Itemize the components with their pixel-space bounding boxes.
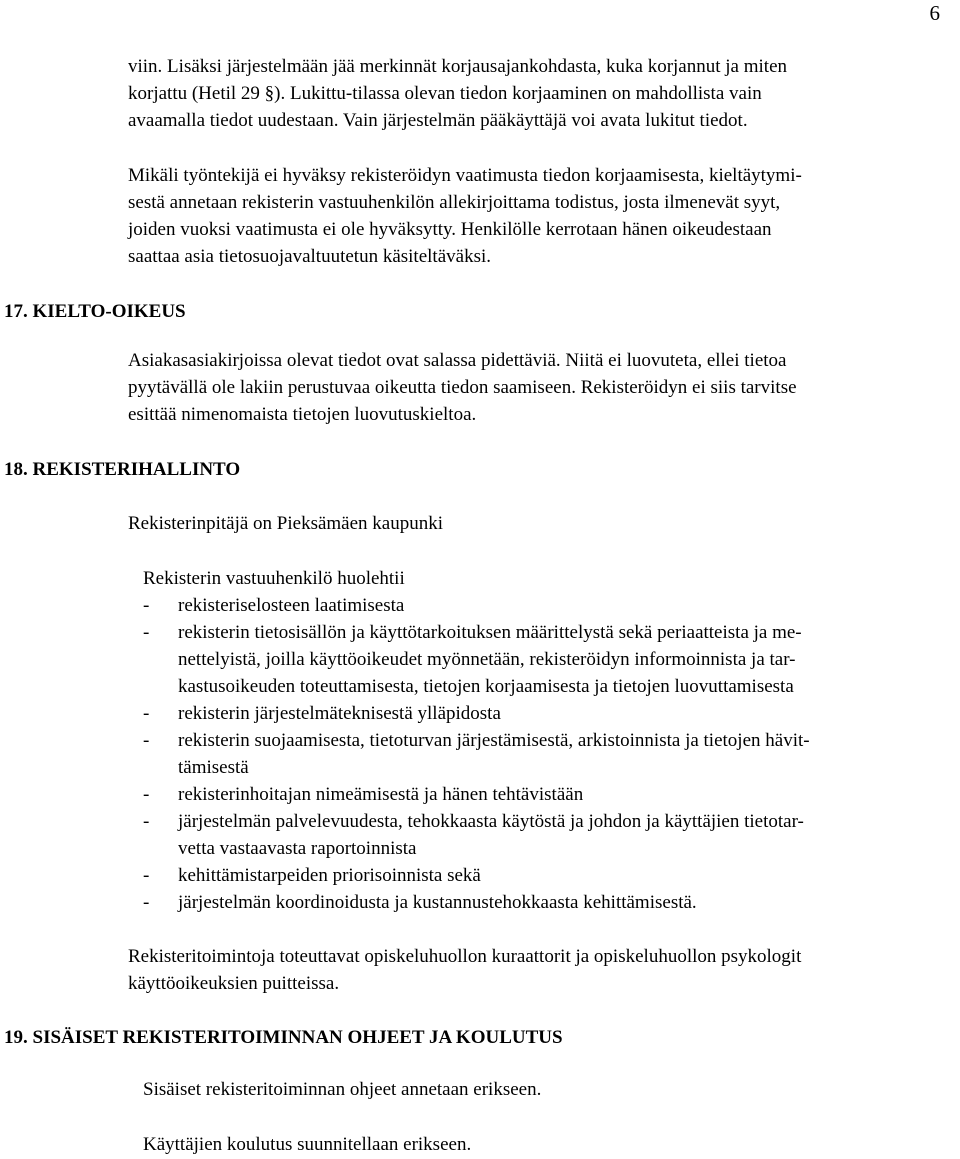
section-18-heading: 18. REKISTERIHALLINTO xyxy=(4,459,241,480)
text-line: Mikäli työntekijä ei hyväksy rekisteröidyn vaatimusta tiedon korjaamisesta, kieltäytymi- xyxy=(128,165,802,186)
text-line: käyttöoikeuksien puitteissa. xyxy=(128,973,340,994)
list-item-text: kastusoikeuden toteuttamisesta, tietojen korjaamisesta ja tietojen luovuttamisesta xyxy=(178,676,794,697)
text-line: Rekisteritoimintoja toteuttavat opiskeluhuollon kuraattorit ja opiskeluhuollon psykologit xyxy=(128,946,802,967)
list-item-text: rekisterin järjestelmäteknisestä ylläpidosta xyxy=(178,703,501,724)
training-line: Käyttäjien koulutus suunnitellaan erikseen. xyxy=(143,1134,472,1155)
list-item xyxy=(143,862,943,889)
section-19-heading: 19. SISÄISET REKISTERITOIMINNAN OHJEET JA KOULUTUS xyxy=(4,1027,563,1048)
page-number: 6 xyxy=(929,1,940,25)
list-item-text: rekisterin suojaamisesta, tietoturvan järjestämisestä, arkistoinnista ja tietojen hävit- xyxy=(178,730,810,751)
intro-paragraph xyxy=(128,53,928,134)
text-line: joiden vuoksi vaatimusta ei ole hyväksytty. Henkilölle kerrotaan hänen oikeudestaan xyxy=(128,219,772,240)
text-line: esittää nimenomaista tietojen luovutuskieltoa. xyxy=(128,404,477,425)
dash-marker: - xyxy=(143,784,150,805)
dash-marker: - xyxy=(143,811,150,832)
section-17-heading: 17. KIELTO-OIKEUS xyxy=(4,301,186,322)
list-item-text: vetta vastaavasta raportoinnista xyxy=(178,838,417,859)
text-line: korjattu (Hetil 29 §). Lukittu-tilassa olevan tiedon korjaaminen on mahdollista vain xyxy=(128,83,762,104)
dash-marker: - xyxy=(143,595,150,616)
list-item-text: nettelyistä, joilla käyttöoikeudet myönnetään, rekisteröidyn informoinnista ja tar- xyxy=(178,649,796,670)
list-item xyxy=(143,781,943,808)
dash-marker: - xyxy=(143,622,150,643)
list-item-text: järjestelmän koordinoidusta ja kustannustehokkaasta kehittämisestä. xyxy=(178,892,697,913)
controller-line: Rekisterinpitäjä on Pieksämäen kaupunki xyxy=(128,513,444,534)
list-item xyxy=(143,889,943,916)
text-line: saattaa asia tietosuojavaltuutetun käsiteltäväksi. xyxy=(128,246,491,267)
activity-paragraph xyxy=(128,943,928,997)
text-line: pyytävällä ole lakiin perustuvaa oikeutta tiedon saamiseen. Rekisteröidyn ei siis tarvitse xyxy=(128,377,797,398)
text-line: sestä annetaan rekisterin vastuuhenkilön allekirjoittama todistus, josta ilmenevät syyt, xyxy=(128,192,781,213)
list-item-text: rekisteriselosteen laatimisesta xyxy=(178,595,405,616)
list-item-text: rekisterin tietosisällön ja käyttötarkoituksen määrittelystä sekä periaatteista ja me- xyxy=(178,622,802,643)
text-line: viin. Lisäksi järjestelmään jää merkinnät korjausajankohdasta, kuka korjannut ja miten xyxy=(128,56,787,77)
responsibility-list xyxy=(143,592,943,916)
list-item-text: tämisestä xyxy=(178,757,249,778)
section-17-paragraph xyxy=(128,347,928,428)
responsible-intro: Rekisterin vastuuhenkilö huolehtii xyxy=(143,568,405,589)
text-line: avaamalla tiedot uudestaan. Vain järjestelmän pääkäyttäjä voi avata lukitut tiedot. xyxy=(128,110,748,131)
list-item xyxy=(143,727,943,781)
list-item-text: järjestelmän palvelevuudesta, tehokkaasta käytöstä ja johdon ja käyttäjien tietotar- xyxy=(178,811,804,832)
refusal-paragraph xyxy=(128,162,928,270)
list-item xyxy=(143,808,943,862)
dash-marker: - xyxy=(143,730,150,751)
instructions-line: Sisäiset rekisteritoiminnan ohjeet annetaan erikseen. xyxy=(143,1079,542,1100)
dash-marker: - xyxy=(143,892,150,913)
list-item xyxy=(143,619,943,700)
dash-marker: - xyxy=(143,865,150,886)
list-item-text: rekisterinhoitajan nimeämisestä ja hänen tehtävistään xyxy=(178,784,584,805)
text-line: Asiakasasiakirjoissa olevat tiedot ovat salassa pidettäviä. Niitä ei luovuteta, ellei tietoa xyxy=(128,350,787,371)
list-item xyxy=(143,592,943,619)
dash-marker: - xyxy=(143,703,150,724)
list-item xyxy=(143,700,943,727)
list-item-text: kehittämistarpeiden priorisoinnista sekä xyxy=(178,865,481,886)
